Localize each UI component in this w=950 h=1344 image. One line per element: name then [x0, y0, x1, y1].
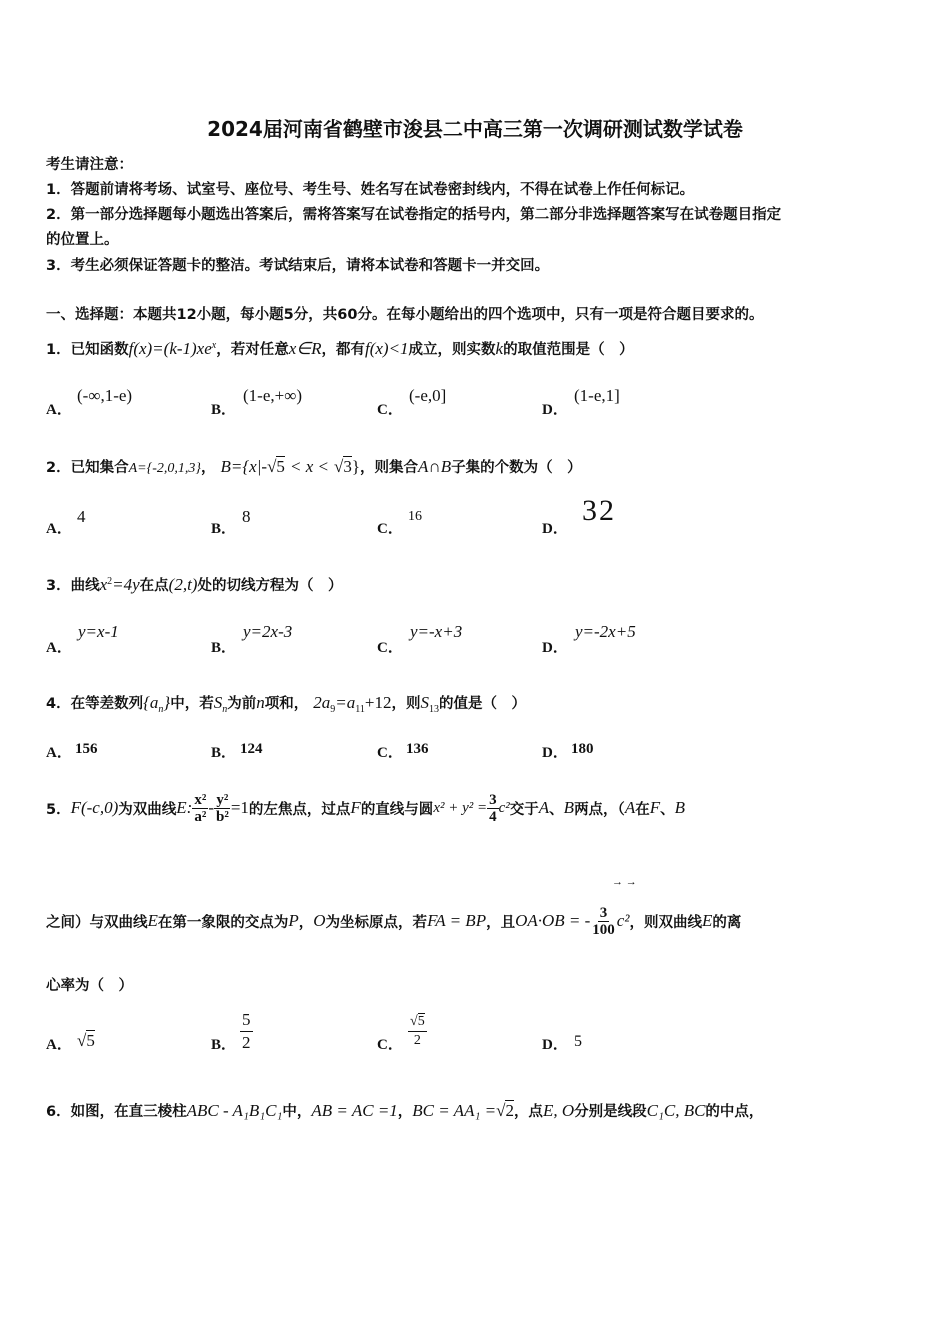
- q6-text-5: 分别是线段: [574, 1104, 647, 1120]
- q4-formula-s: S: [213, 693, 223, 712]
- q6-text-3: ，: [397, 1104, 413, 1120]
- q5-formula-f: F: [350, 798, 361, 817]
- q5-formula-o: O: [313, 911, 326, 930]
- q2-text-1: 2．已知集合: [46, 460, 129, 476]
- q1-text-3: ，都有: [321, 342, 365, 358]
- q5-label-b: B．: [211, 1037, 237, 1053]
- q5-frac-num: y²: [216, 791, 229, 808]
- q5-formula-minus: -: [208, 798, 214, 817]
- notice-heading: 考生请注意：: [46, 157, 133, 173]
- q4-formula-eq-c: +12: [364, 693, 392, 712]
- q4-label-b: B．: [211, 745, 237, 761]
- q1-text-2: ，若对任意: [216, 342, 289, 358]
- q1-option-b: (1-e,+∞): [243, 386, 302, 405]
- q5-text-12: ，: [298, 914, 314, 931]
- q1-label-c: C．: [377, 402, 403, 418]
- q5-option-b-fraction: [240, 1009, 253, 1054]
- q5-formula-b: B: [563, 798, 575, 817]
- q5-frac-num: 3: [489, 791, 497, 808]
- q1-formula-f: f(x)=(k-1)xe: [128, 339, 212, 358]
- notice-item-2b: 的位置上。: [46, 232, 119, 248]
- notice-item-3: 3．考生必须保证答题卡的整洁。考试结束后，请将本试卷和答题卡一并交回。: [46, 258, 550, 274]
- q2-option-d: 32: [582, 494, 616, 527]
- q5-option-c: [408, 1013, 427, 1050]
- q3-label-a: A．: [46, 640, 72, 656]
- q4-formula-s-sub: n: [222, 703, 228, 715]
- q5-text-9: 、: [660, 801, 675, 818]
- q1-formula-f-sup: x: [211, 340, 217, 352]
- q5-text-11: 在第一象限的交点为: [157, 914, 289, 931]
- q4-option-a: 156: [75, 741, 98, 757]
- q5-label-a: A．: [46, 1037, 72, 1053]
- q5-frac-num: 3: [599, 904, 608, 921]
- q1-text-1: 1．已知函数: [46, 342, 129, 358]
- q1-label-d: D．: [542, 402, 568, 418]
- q2-label-a: A．: [46, 521, 72, 537]
- q5-option-a-value: 5: [86, 1031, 95, 1050]
- question-1: [46, 338, 634, 359]
- q6-text-1: 6．如图，在直三棱柱: [46, 1104, 187, 1120]
- q4-formula-sub-9: 9: [330, 703, 336, 715]
- question-5-line-2: [46, 900, 741, 942]
- q5-text-7: 两点，（: [574, 801, 625, 818]
- q1-text-4: 成立，则实数: [408, 342, 496, 358]
- question-6: [46, 1100, 763, 1121]
- q4-text-2: 中，若: [170, 696, 214, 712]
- q3-formula-x: x: [99, 575, 108, 594]
- q5-formula-focus: F(-c,0): [70, 798, 119, 817]
- q5-frac-den: a²: [194, 808, 207, 825]
- q5-formula-a2: A: [624, 798, 636, 817]
- page-title: 2024届河南省鹤壁市浚县二中高三第一次调研测试数学试卷: [207, 117, 743, 141]
- q5-option-c-den: 2: [413, 1033, 421, 1048]
- q3-label-d: D．: [542, 640, 568, 656]
- q4-text-4: 项和，: [264, 696, 309, 712]
- q2-formula-set-a: A={-2,0,1,3}: [128, 461, 201, 476]
- sqrt-icon: √: [410, 1014, 418, 1029]
- q5-formula-f2: F: [649, 798, 661, 817]
- q3-formula-rhs: =4y: [112, 575, 140, 594]
- notice-item-1: 1．答题前请将考场、试室号、座位号、考生号、姓名写在试卷密封线内，不得在试卷上作任何标记。: [46, 182, 695, 198]
- q6-formula-prism: ABC - A₁B₁C₁: [186, 1101, 283, 1120]
- q3-formula-sup: 2: [107, 576, 113, 588]
- section-heading: 一、选择题：本题共12小题，每小题5分，共60分。在每小题给出的四个选项中，只有一项是符合题目要求的。: [46, 307, 764, 323]
- q4-label-c: C．: [377, 745, 403, 761]
- q5-frac-num: x²: [194, 791, 207, 808]
- question-4: [46, 692, 526, 715]
- q3-option-d: y=-2x+5: [575, 622, 636, 641]
- q5-text-6: 、: [549, 801, 564, 818]
- q4-text-6: 的值是（ ）: [439, 696, 526, 712]
- q6-formula-root-2: 2: [505, 1101, 514, 1120]
- q2-text-3: ，则集合: [360, 460, 419, 476]
- q3-text-3: 处的切线方程为（ ）: [197, 578, 343, 594]
- q5-option-c-root: 5: [417, 1014, 425, 1029]
- q5-formula-eq1: =1: [230, 798, 249, 817]
- q5-text-3: 的左焦点，过点: [248, 801, 351, 818]
- q1-option-d: (1-e,1]: [574, 386, 620, 405]
- q5-option-b-den: 2: [242, 1033, 251, 1052]
- q2-formula-intersect: A∩B: [418, 457, 452, 476]
- q4-formula-seq-close: }: [163, 693, 171, 712]
- q4-formula-s13-sub: 13: [429, 703, 439, 715]
- q5-option-b-num: 5: [240, 1009, 253, 1032]
- q1-formula-domain: x∈R: [288, 339, 322, 358]
- q5-text-14: ，且: [486, 914, 516, 931]
- q2-formula-root-5: 5: [276, 457, 285, 476]
- q3-text-1: 3．曲线: [46, 578, 100, 594]
- q4-text-5: ，则: [391, 696, 421, 712]
- q1-option-a: (-∞,1-e): [77, 386, 133, 405]
- q6-formula-bc: BC = AA₁ =: [412, 1101, 497, 1120]
- q2-text-4: 子集的个数为（ ）: [451, 460, 582, 476]
- q4-option-c: 136: [406, 741, 429, 757]
- q5-frac-den: 100: [592, 921, 615, 938]
- q6-formula-e-o: E, O: [542, 1101, 575, 1120]
- sqrt-icon: √: [496, 1101, 506, 1120]
- q5-fraction-x: [192, 792, 208, 825]
- q4-formula-eq-a: 2a: [313, 693, 331, 712]
- q1-label-b: B．: [211, 402, 237, 418]
- q3-formula-point: (2,t): [168, 575, 198, 594]
- q4-formula-seq: {a: [143, 693, 159, 712]
- q5-text-5: 交于: [509, 801, 539, 818]
- q5-formula-fa-bp: FA = BP: [427, 911, 487, 930]
- q2-option-c: 16: [408, 509, 422, 524]
- question-3: [46, 574, 342, 595]
- q3-label-c: C．: [377, 640, 403, 656]
- q6-formula-ab-ac: AB = AC =1: [311, 1101, 398, 1120]
- q4-formula-s13: S: [420, 693, 429, 712]
- q2-formula-set-b-start: B={x|-: [220, 457, 268, 476]
- q3-text-2: 在点: [139, 578, 169, 594]
- q5-text-17: 心率为（ ）: [46, 978, 133, 994]
- q6-text-4: ，点: [513, 1104, 543, 1120]
- q4-text-3: 为前: [227, 696, 257, 712]
- q6-text-2: 中，: [282, 1104, 312, 1120]
- q2-text-2: ，: [200, 460, 216, 476]
- q5-option-b: [240, 1009, 253, 1054]
- q5-fraction-circle: [487, 792, 499, 825]
- q4-formula-seq-sub: n: [158, 703, 164, 715]
- q1-text-5: 的取值范围是（ ）: [503, 342, 634, 358]
- q5-formula-b2: B: [674, 798, 685, 817]
- q5-fraction-dot: [590, 905, 617, 938]
- q5-fraction-y: [214, 792, 231, 825]
- q5-option-a: [77, 1031, 95, 1051]
- q2-label-d: D．: [542, 521, 568, 537]
- q5-formula-dot: OA·OB = -: [515, 911, 591, 930]
- q1-option-c: (-e,0]: [409, 386, 447, 405]
- q5-option-c-fraction: [408, 1013, 427, 1050]
- q5-formula-p: P: [288, 911, 299, 930]
- q2-option-b: 8: [242, 507, 251, 526]
- q1-formula-ineq: f(x)<1: [364, 339, 409, 358]
- sqrt-icon: √: [267, 457, 277, 476]
- q6-formula-segments: C₁C, BC: [646, 1101, 706, 1120]
- q5-text-13: 为坐标原点，若: [325, 914, 428, 931]
- q1-label-a: A．: [46, 402, 72, 418]
- q5-text-2: 为双曲线: [118, 801, 177, 818]
- q2-formula-close: }: [351, 457, 361, 476]
- q5-frac-den: b²: [215, 808, 229, 825]
- q5-text-15: ，则双曲线: [629, 914, 702, 931]
- q5-option-d: 5: [574, 1033, 582, 1050]
- question-2: [46, 456, 582, 477]
- q5-text-8: 在: [635, 801, 650, 818]
- q4-formula-n: n: [256, 693, 265, 712]
- q5-formula-e3: E: [701, 911, 713, 930]
- question-5-line-1: [46, 788, 685, 828]
- q5-formula-c2: c²: [498, 799, 510, 816]
- q5-formula-c2b: c²: [616, 911, 630, 930]
- q5-label-c: C．: [377, 1037, 403, 1053]
- q4-option-d: 180: [571, 741, 594, 757]
- q3-option-b: y=2x-3: [243, 622, 293, 641]
- notice-item-2a: 2．第一部分选择题每小题选出答案后，需将答案写在试卷指定的括号内，第二部分非选择题答案写在试卷题目指定: [46, 207, 782, 223]
- q2-label-c: C．: [377, 521, 403, 537]
- q5-text-16: 的离: [712, 914, 742, 931]
- sqrt-icon: √: [334, 457, 344, 476]
- q5-formula-e: E:: [176, 798, 193, 817]
- q2-option-a: 4: [77, 507, 86, 526]
- q4-label-a: A．: [46, 745, 72, 761]
- q4-formula-sub-11: 11: [355, 703, 365, 715]
- q5-formula-a: A: [538, 798, 550, 817]
- q6-text-6: 的中点，: [705, 1104, 764, 1120]
- q2-formula-lt: < x <: [289, 457, 329, 476]
- q3-label-b: B．: [211, 640, 237, 656]
- q1-formula-k: k: [495, 339, 504, 358]
- q3-option-c: y=-x+3: [410, 622, 463, 641]
- q5-vector-arrows: → →: [612, 876, 637, 888]
- q5-text-10: 之间）与双曲线: [46, 914, 148, 931]
- q5-label-d: D．: [542, 1037, 568, 1053]
- q3-option-a: y=x-1: [78, 622, 119, 641]
- q5-formula-circle: x² + y² =: [433, 799, 488, 816]
- q4-label-d: D．: [542, 745, 568, 761]
- sqrt-icon: √: [77, 1031, 87, 1050]
- q5-text-1: 5．: [46, 801, 71, 818]
- q5-text-4: 的直线与圆: [360, 801, 434, 818]
- q5-option-c-num: [408, 1013, 427, 1032]
- q2-label-b: B．: [211, 521, 237, 537]
- q4-option-b: 124: [240, 741, 263, 757]
- q5-frac-den: 4: [489, 808, 497, 825]
- q4-text-1: 4．在等差数列: [46, 696, 144, 712]
- q5-formula-e2: E: [147, 911, 158, 930]
- q2-formula-root-3: 3: [343, 457, 352, 476]
- q4-formula-eq-b: =a: [335, 693, 356, 712]
